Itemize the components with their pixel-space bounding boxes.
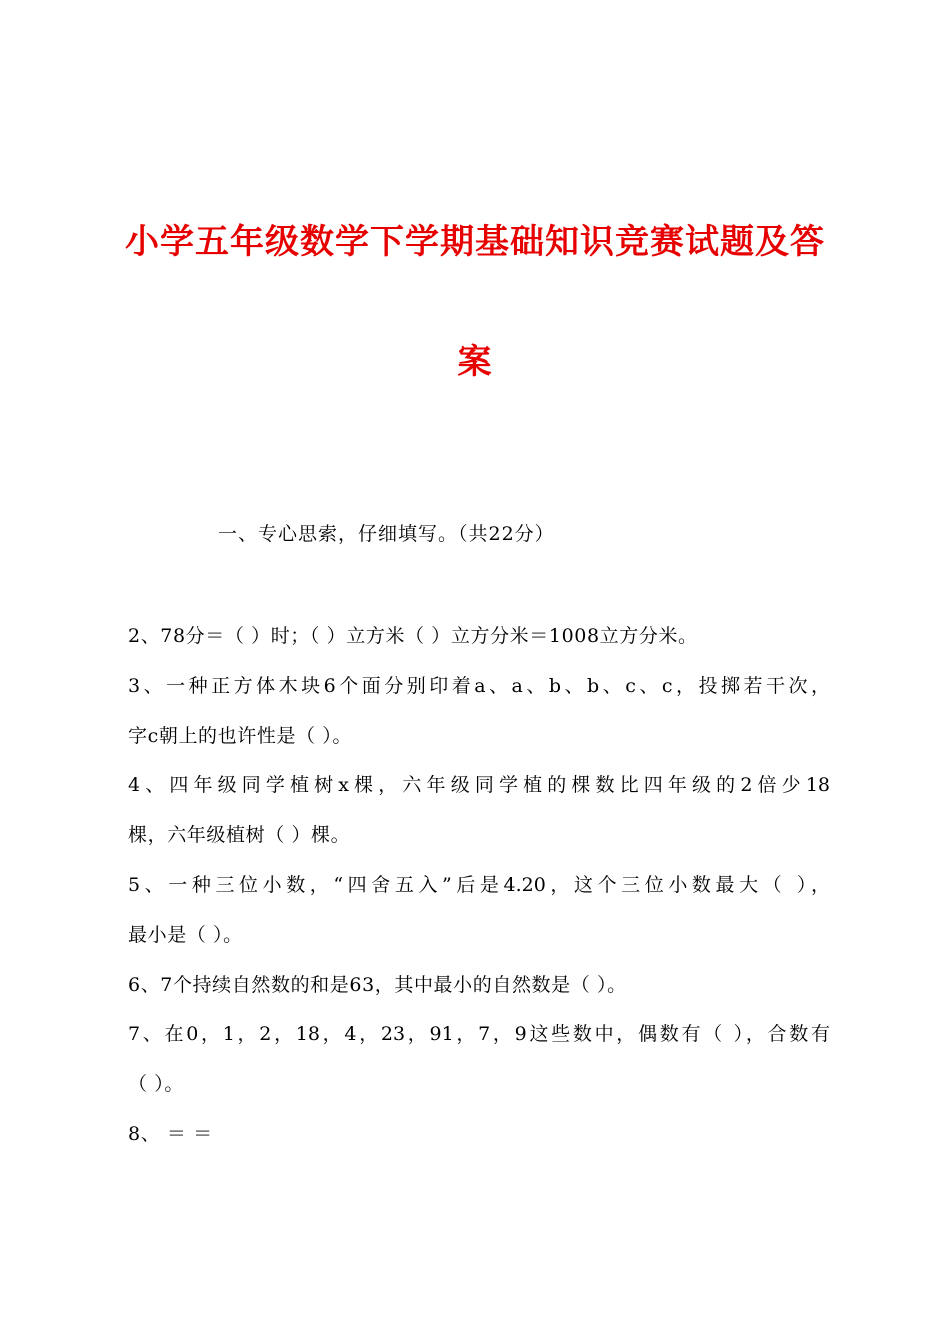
- document-title-line-2: 案: [457, 342, 493, 382]
- question-6-line: 6、7个持续自然数的和是63，其中最小的自然数是（ ）。: [128, 974, 627, 996]
- question-7-line-1: 7、在0，1，2，18，4，23，91，7，9这些数中，偶数有（ ），合数有: [128, 1023, 830, 1045]
- question-2-line: 2、78分＝（ ）时；（ ）立方米（ ）立方分米＝1008立方分米。: [128, 625, 698, 647]
- question-5-line-2: 最小是（ ）。: [128, 924, 243, 946]
- question-5-line-1: 5、一种三位小数，“四舍五入”后是4.20，这个三位小数最大（ ），: [128, 874, 830, 896]
- question-4-line-2: 棵，六年级植树（ ）棵。: [128, 824, 351, 846]
- document-title-line-1: 小学五年级数学下学期基础知识竞赛试题及答: [125, 222, 825, 262]
- section-heading: 一、专心思索，仔细填写。（共22分）: [218, 523, 555, 545]
- question-4-line-1: 4、四年级同学植树x棵，六年级同学植的棵数比四年级的2倍少18: [128, 774, 830, 796]
- question-3-line-2: 字c朝上的也许性是（ ）。: [128, 725, 352, 747]
- question-7-line-2: （ ）。: [128, 1073, 184, 1095]
- question-8-line: 8、 ＝ ＝: [128, 1123, 213, 1145]
- question-3-line-1: 3、一种正方体木块6个面分别印着a、a、b、b、c、c，投掷若干次，: [128, 675, 830, 697]
